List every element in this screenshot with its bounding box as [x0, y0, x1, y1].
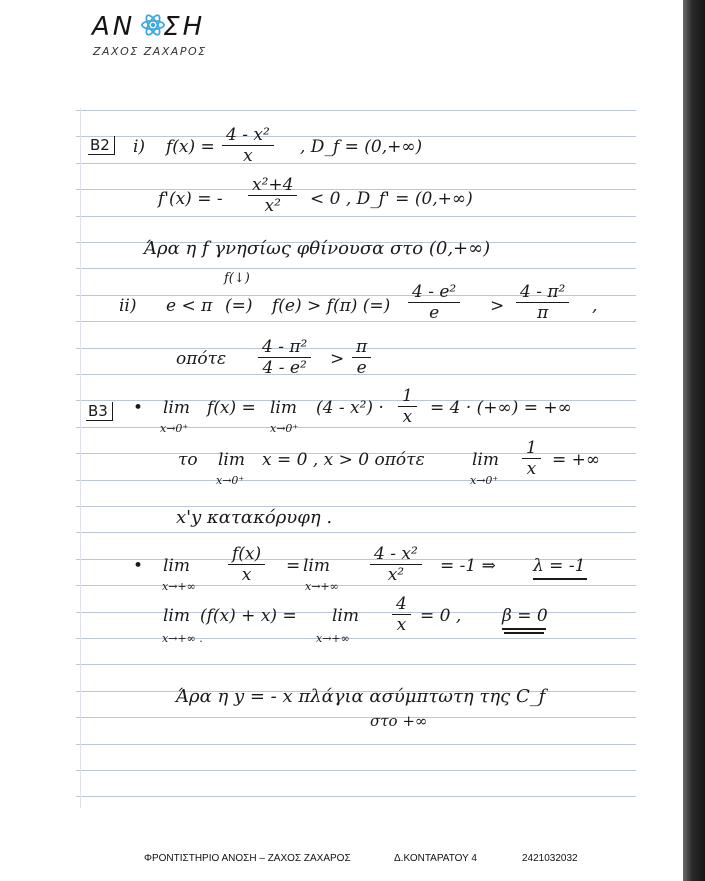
b3-line4-a: (f(x) + x) = — [200, 606, 297, 626]
b2-f-num: 4 - x² — [222, 125, 274, 146]
b3-line4-fraction — [392, 594, 411, 635]
b3-line2-to: το — [178, 450, 198, 470]
b3-lim-3-sub: x→0⁺ — [216, 474, 245, 487]
b2-deriv-num: x²+4 — [248, 175, 297, 196]
ruled-line — [76, 717, 636, 718]
b2-hence-right-fraction — [352, 337, 371, 378]
b2-tag: B2 — [88, 136, 115, 155]
b2-ii-arrow-note: f(↓) — [224, 271, 250, 286]
b3-lim-2: lim — [270, 398, 297, 418]
b3-lim-7: lim — [163, 606, 190, 626]
b3-line3-den1: x — [241, 565, 252, 585]
b3-line3-num2: 4 - x² — [370, 544, 422, 565]
b3-lim-1-sub: x→0⁺ — [160, 422, 189, 435]
b2-hence-den-right: e — [356, 358, 367, 378]
b3-lim-6: lim — [303, 556, 330, 576]
b3-line2-fraction — [522, 438, 541, 479]
b3-line3-eq: = — [286, 556, 301, 576]
b2-deriv-fraction — [248, 175, 297, 216]
b2-deriv-lhs: f'(x) = - — [158, 189, 223, 209]
b3-bullet-1: • — [133, 398, 144, 418]
b3-lim-8-sub: x→+∞ — [316, 632, 350, 645]
b3-lim-8: lim — [332, 606, 359, 626]
b2-ii-label: ii) — [119, 296, 137, 316]
b3-line1-num: 1 — [398, 386, 417, 407]
b3-lambda: λ = -1 — [533, 556, 586, 576]
ruled-line — [76, 480, 636, 481]
ruled-line — [76, 506, 636, 507]
page-edge-shadow — [683, 0, 705, 881]
b2-ii-right-fraction — [516, 282, 569, 323]
b2-hence-num-left: 4 - π² — [258, 337, 311, 358]
b3-line2-den: x — [526, 459, 537, 479]
b2-ii-den-left: e — [429, 303, 440, 323]
b3-line1-fraction — [398, 386, 417, 427]
b3-bullet-2: • — [133, 556, 144, 576]
b3-line3-c: = -1 ⇒ — [440, 556, 496, 576]
b2-deriv-tail: < 0 , D_f' = (0,+∞) — [310, 189, 473, 209]
b2-ii-text: e < π — [166, 296, 213, 316]
b3-final-a: Άρα η y = - x πλάγια ασύμπτωτη της C_f — [176, 686, 546, 707]
b3-line4-b: = 0 , — [420, 606, 462, 626]
b2-hence-gt: > — [330, 349, 345, 369]
b3-vertical-asymptote: x'y κατακόρυφη . — [176, 507, 333, 528]
ruled-line — [76, 585, 636, 586]
b3-line2-a: x = 0 , x > 0 οπότε — [262, 450, 425, 470]
b2-ii-comma: , — [592, 296, 598, 316]
b3-line3-fraction-1 — [228, 544, 265, 585]
b3-line4-den: x — [396, 615, 407, 635]
b3-lim-5-sub: x→+∞ — [162, 580, 196, 593]
ruled-line — [76, 638, 636, 639]
b2-hence: οπότε — [176, 349, 227, 369]
b2-f-fraction — [222, 125, 274, 166]
b3-lim-6-sub: x→+∞ — [305, 580, 339, 593]
b3-beta-underline-1 — [502, 628, 546, 630]
b3-lim-7-sub: x→+∞ . — [162, 632, 203, 645]
b2-hence-den-left: 4 - e² — [262, 358, 307, 378]
b3-line2-b: = +∞ — [552, 450, 601, 470]
b2-ii-ineq: f(e) > f(π) (=) — [272, 296, 391, 316]
b3-line2-num: 1 — [522, 438, 541, 459]
b3-line1-c: = 4 · (+∞) = +∞ — [430, 398, 572, 418]
b3-lim-2-sub: x→0⁺ — [270, 422, 299, 435]
b2-deriv-den: x² — [264, 196, 281, 216]
b2-ii-num-right: 4 - π² — [516, 282, 569, 303]
b3-beta: β = 0 — [502, 606, 548, 626]
ruled-line — [76, 664, 636, 665]
b3-line3-fraction-2 — [370, 544, 422, 585]
b2-domain: , D_f = (0,+∞) — [300, 137, 423, 157]
b3-lambda-underline — [533, 578, 587, 580]
b3-line1-b: (4 - x²) · — [316, 398, 384, 418]
ruled-line — [76, 268, 636, 269]
ruled-line — [76, 163, 636, 164]
b2-f-lhs: f(x) = — [166, 137, 215, 157]
footer-phone: 2421032032 — [522, 853, 578, 864]
b3-line1-a: f(x) = — [207, 398, 256, 418]
ruled-line — [76, 770, 636, 771]
b3-beta-underline-2 — [504, 632, 544, 634]
brand-tagline: ΖΑΧΟΣ ΖΑΧΑΡΟΣ — [93, 45, 207, 58]
b2-conclusion: Άρα η f γνησίως φθίνουσα στο (0,+∞) — [144, 238, 491, 259]
b2-ii-gt: > — [490, 296, 505, 316]
ruled-line — [76, 216, 636, 217]
b3-line4-num: 4 — [392, 594, 411, 615]
b3-tag: B3 — [86, 402, 113, 421]
margin-line — [80, 108, 81, 808]
footer-address: Δ.ΚΟΝΤΑΡΑΤΟΥ 4 — [394, 853, 477, 864]
atom-icon — [140, 12, 166, 38]
ruled-line — [76, 796, 636, 797]
b3-line3-num1: f(x) — [228, 544, 265, 565]
b3-lim-1: lim — [163, 398, 190, 418]
b3-lim-3: lim — [218, 450, 245, 470]
b2-ii-left-fraction — [408, 282, 460, 323]
b3-lim-4-sub: x→0⁺ — [470, 474, 499, 487]
b2-ii-num-left: 4 - e² — [408, 282, 460, 303]
ruled-line — [76, 744, 636, 745]
b2-hence-left-fraction — [258, 337, 311, 378]
b2-hence-num-right: π — [352, 337, 371, 358]
b3-line1-den: x — [402, 407, 413, 427]
b2-ii-arrow: (=) — [225, 296, 253, 316]
b3-line3-den2: x² — [387, 565, 405, 585]
b2-i-label: i) — [133, 137, 146, 157]
footer-school: ΦΡΟΝΤΙΣΤΗΡΙΟ ΑΝΟΣΗ – ΖΑΧΟΣ ΖΑΧΑΡΟΣ — [144, 853, 351, 864]
b2-f-den: x — [243, 146, 253, 166]
b3-lim-5: lim — [163, 556, 190, 576]
ruled-line — [76, 110, 636, 111]
b3-final-b: στο +∞ — [370, 712, 428, 730]
b3-lim-4: lim — [472, 450, 499, 470]
ruled-line — [76, 532, 636, 533]
brand-title: ΑΝ ΣΗ — [92, 12, 206, 42]
b2-ii-den-right: π — [537, 303, 549, 323]
